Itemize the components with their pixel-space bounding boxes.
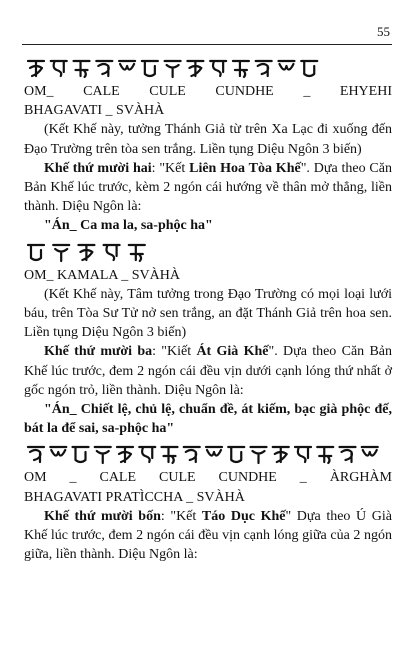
siddham-glyphs bbox=[24, 238, 154, 264]
section-text: : "Kết bbox=[151, 160, 190, 176]
siddham-glyph bbox=[295, 447, 311, 462]
note-paragraph: (Kết Khế này, tưởng Thánh Giả từ trên Xa Lạc đi xuống đến Đạo Trường trên tòa sen trắng. Liền tụng Diệu Ngôn 3 biến) bbox=[24, 122, 392, 157]
section-label: Khế thứ mười ba bbox=[44, 344, 153, 360]
section-text: ". Dựa theo Căn Bản Khế lúc trước, đem 2 ngón cái đều vịn dưới cạnh lóng thứ nhất ở gốc ngón trỏ, liền thành. Diệu Ngôn là: bbox=[24, 344, 393, 398]
siddham-glyph bbox=[74, 61, 90, 77]
siddham-glyph bbox=[233, 61, 249, 77]
mantra-transliteration: BHAGAVATI PRATÌCCHA _ SVÀHÀ bbox=[24, 489, 245, 505]
siddham-glyph bbox=[273, 447, 289, 462]
siddham-glyph bbox=[165, 61, 181, 77]
section-paragraph bbox=[24, 342, 392, 400]
siddham-glyph bbox=[228, 447, 244, 462]
mantra-transliteration: OM _ CALE CULE CUNDHE _ ÀRGHÀM bbox=[24, 470, 392, 486]
mudra-name: Táo Dục Khế bbox=[201, 508, 286, 524]
siddham-glyph bbox=[278, 61, 294, 70]
mantra-transliteration: BHAGAVATI _ SVÀHÀ bbox=[24, 103, 165, 119]
mudra-name: Liên Hoa Tòa Khế bbox=[189, 160, 301, 176]
siddham-glyph bbox=[28, 245, 44, 260]
siddham-glyph bbox=[184, 447, 200, 462]
siddham-script-line bbox=[24, 238, 392, 264]
siddham-glyph bbox=[206, 447, 222, 456]
page-number: 55 bbox=[377, 24, 390, 39]
section-paragraph bbox=[24, 159, 392, 217]
section-label: Khế thứ mười hai bbox=[44, 160, 152, 176]
mantra-vietnamese: "Án_ Ca ma la, sa-phộc ha" bbox=[44, 218, 213, 234]
siddham-glyph bbox=[317, 447, 333, 463]
section-label: Khế thứ mười bốn bbox=[44, 508, 161, 524]
mantra-vietnamese: "Án_ Chiết lệ, chủ lệ, chuẩn đề, át kiếm, bạc già phộc đế, bát la để sai, sa-phộc ha" bbox=[24, 402, 392, 437]
siddham-glyph bbox=[104, 245, 120, 260]
siddham-glyph bbox=[117, 447, 133, 462]
section-text: ". Dựa theo Căn Bản Khế lúc trước, kèm 2 ngón cái hướng về thân mở thẳng, liền thành. Diệu Ngôn là: bbox=[24, 160, 392, 215]
siddham-glyph bbox=[28, 447, 44, 462]
siddham-glyph bbox=[301, 61, 317, 76]
siddham-glyphs bbox=[24, 440, 384, 466]
mantra-transliteration: OM_ KAMALA _ SVÀHÀ bbox=[24, 267, 180, 283]
section-paragraph bbox=[24, 507, 392, 565]
siddham-glyph bbox=[78, 245, 94, 260]
mudra-name: Át Già Khế bbox=[196, 344, 269, 360]
siddham-glyph bbox=[96, 61, 112, 76]
siddham-glyph bbox=[28, 61, 44, 76]
siddham-glyph bbox=[162, 447, 178, 463]
section-text: : "Kết bbox=[160, 508, 202, 524]
siddham-glyph bbox=[50, 447, 66, 456]
siddham-glyph bbox=[73, 447, 89, 462]
siddham-glyph bbox=[129, 245, 145, 261]
siddham-glyph bbox=[362, 447, 378, 456]
note-paragraph: (Kết Khế này, Tâm tưởng trong Đạo Trường có mọi loại lưới báu, trên Tòa Sư Tử nở sen trắng, an đặt Thánh Giả trên hoa sen. Liền tụng Diệu Ngôn 3 biến) bbox=[24, 286, 392, 341]
siddham-glyphs bbox=[24, 54, 324, 80]
siddham-script-line bbox=[24, 440, 392, 466]
siddham-glyph bbox=[210, 61, 226, 76]
mantra-transliteration: OM_ CALE CULE CUNDHE _ EHYEHI bbox=[24, 84, 392, 99]
siddham-glyph bbox=[142, 61, 158, 76]
page-header bbox=[22, 22, 392, 45]
siddham-glyph bbox=[251, 447, 267, 463]
siddham-glyph bbox=[51, 61, 67, 76]
section-text: " Dựa theo Ú Già Khế lúc trước, đem 2 ngón cái đều vịn cạnh lóng giữa của 2 ngón giữa, liền thành. Diệu Ngôn là: bbox=[24, 508, 392, 563]
siddham-glyph bbox=[53, 245, 69, 261]
siddham-glyph bbox=[187, 61, 203, 76]
siddham-glyph bbox=[119, 61, 135, 70]
siddham-glyph bbox=[95, 447, 111, 463]
siddham-glyph bbox=[139, 447, 155, 462]
siddham-glyph bbox=[340, 447, 356, 462]
section-text: : "Kiết bbox=[152, 344, 197, 360]
page-content bbox=[24, 52, 392, 564]
siddham-glyph bbox=[256, 61, 272, 76]
siddham-script-line bbox=[24, 54, 392, 80]
